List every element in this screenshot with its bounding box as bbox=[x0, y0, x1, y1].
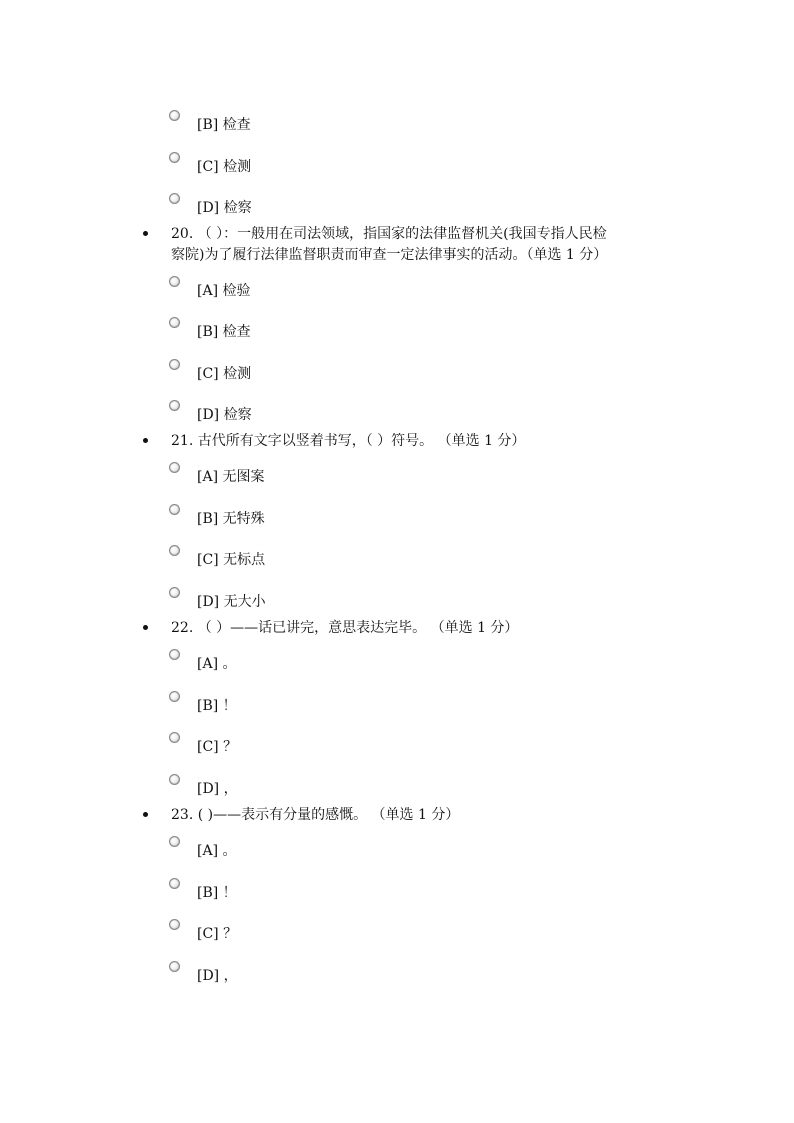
bullet-icon bbox=[143, 812, 148, 817]
radio-button-icon[interactable] bbox=[169, 691, 180, 702]
option-label: [D] ， bbox=[197, 781, 238, 797]
question-line: 20. （ ）：一般用在司法领域，指国家的法律监督机关(我国专指人民检 bbox=[171, 226, 607, 242]
radio-button-icon[interactable] bbox=[169, 317, 180, 328]
question-line: 察院)为了履行法律监督职责而审查一定法律事实的活动。（单选 1 分） bbox=[171, 247, 608, 263]
option-label: [B] 无特殊 bbox=[197, 511, 265, 527]
option-label: [C] ？ bbox=[197, 739, 238, 755]
option-label: [B] ！ bbox=[197, 885, 237, 901]
option-label: [A] 检验 bbox=[197, 283, 251, 299]
option-label: [C] 检测 bbox=[197, 159, 252, 175]
bullet-icon bbox=[143, 438, 148, 443]
question-line: 21. 古代所有文字以竖着书写，（ ）符号。 （单选 1 分） bbox=[171, 433, 526, 449]
radio-button-icon[interactable] bbox=[169, 152, 180, 163]
radio-button-icon[interactable] bbox=[169, 961, 180, 972]
radio-button-icon[interactable] bbox=[169, 587, 180, 598]
option-label: [D] ， bbox=[197, 968, 238, 984]
radio-button-icon[interactable] bbox=[169, 359, 180, 370]
radio-button-icon[interactable] bbox=[169, 878, 180, 889]
radio-button-icon[interactable] bbox=[169, 774, 180, 785]
option-label: [C] 无标点 bbox=[197, 552, 266, 568]
option-label: [B] 检查 bbox=[197, 117, 251, 133]
question-line: 22. （ ）——话已讲完，意思表达完毕。 （单选 1 分） bbox=[171, 620, 519, 636]
question-text bbox=[171, 224, 688, 266]
bullet-icon bbox=[143, 625, 148, 630]
radio-button-icon[interactable] bbox=[169, 545, 180, 556]
radio-button-icon[interactable] bbox=[169, 400, 180, 411]
radio-button-icon[interactable] bbox=[169, 462, 180, 473]
option-label: [D] 检察 bbox=[197, 200, 252, 216]
option-label: [C] ？ bbox=[197, 926, 238, 942]
option-label: [C] 检测 bbox=[197, 366, 252, 382]
question-text bbox=[171, 618, 688, 639]
question-23 bbox=[143, 805, 688, 826]
option-label: [A] 。 bbox=[197, 843, 237, 859]
option-label: [B] ！ bbox=[197, 698, 237, 714]
question-line: 23. ( )——表示有分量的感慨。 （单选 1 分） bbox=[171, 807, 460, 823]
radio-button-icon[interactable] bbox=[169, 504, 180, 515]
option-label: [D] 检察 bbox=[197, 407, 252, 423]
option-label: [B] 检查 bbox=[197, 324, 251, 340]
option-label: [A] 无图案 bbox=[197, 469, 265, 485]
radio-button-icon[interactable] bbox=[169, 919, 180, 930]
question-22 bbox=[143, 618, 688, 639]
radio-button-icon[interactable] bbox=[169, 193, 180, 204]
question-20 bbox=[143, 224, 688, 266]
radio-button-icon[interactable] bbox=[169, 836, 180, 847]
radio-button-icon[interactable] bbox=[169, 649, 180, 660]
question-text bbox=[171, 431, 688, 452]
radio-button-icon[interactable] bbox=[169, 732, 180, 743]
radio-button-icon[interactable] bbox=[169, 276, 180, 287]
question-21 bbox=[143, 431, 688, 452]
question-text bbox=[171, 805, 688, 826]
bullet-icon bbox=[143, 231, 148, 236]
option-label: [A] 。 bbox=[197, 656, 237, 672]
radio-button-icon[interactable] bbox=[169, 110, 180, 121]
option-label: [D] 无大小 bbox=[197, 594, 266, 610]
